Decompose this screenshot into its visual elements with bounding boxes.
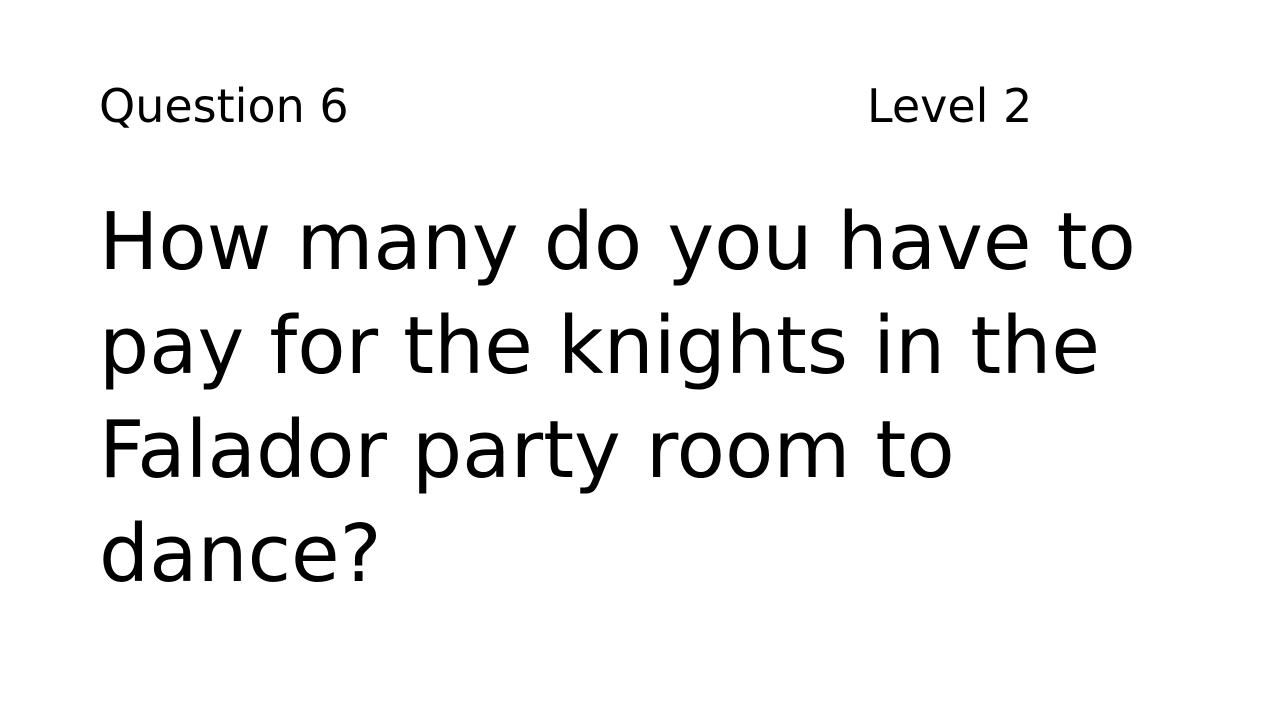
question-line: Falador party room to (99, 404, 955, 496)
question-number: Question 6 (99, 79, 349, 133)
question-line: How many do you have to (99, 196, 1136, 288)
question-text (99, 190, 1239, 606)
question-line: dance? (99, 508, 382, 600)
level-label: Level 2 (867, 79, 1033, 133)
question-line: pay for the knights in the (99, 300, 1100, 392)
